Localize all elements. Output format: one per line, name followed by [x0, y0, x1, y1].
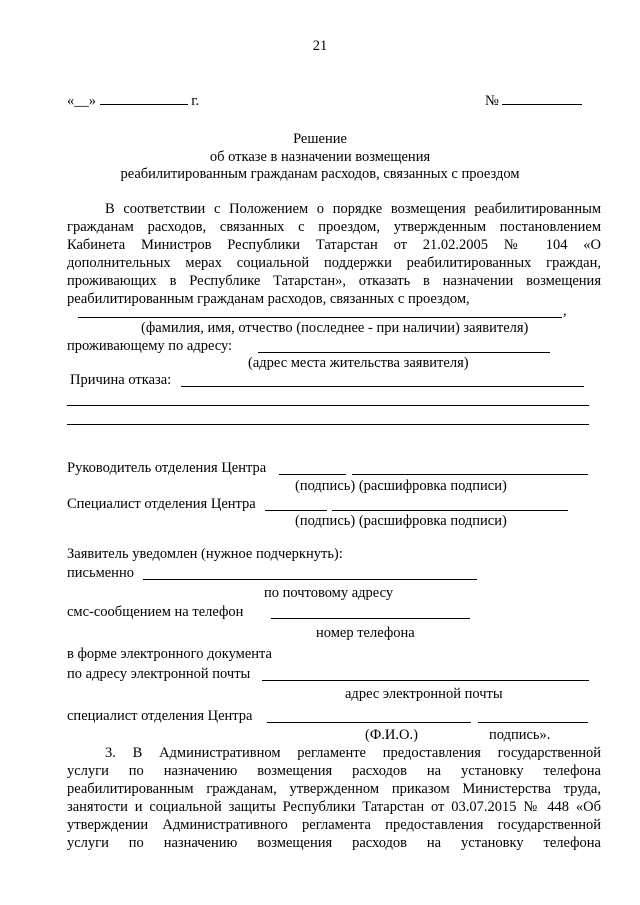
- phone-blank: [271, 618, 470, 619]
- intro-line-3: Кабинета Министров Республики Татарстан от 21.02.2005 № 104 «О: [67, 237, 601, 253]
- electronic-line-1: в форме электронного документа: [67, 646, 272, 662]
- email-caption: адрес электронной почты: [345, 686, 503, 702]
- date-year-suffix: г.: [191, 93, 200, 109]
- address-label: проживающему по адресу:: [67, 338, 233, 354]
- reason-label: Причина отказа:: [70, 372, 172, 388]
- specialist-signature-blank: [265, 510, 327, 511]
- intro-line-6: реабилитированным гражданам расходов, связанных с проездом,: [67, 291, 470, 307]
- address-caption: (адрес места жительства заявителя): [248, 355, 469, 371]
- notification-heading: Заявитель уведомлен (нужное подчеркнуть):: [67, 546, 343, 562]
- head-name-blank: [352, 474, 588, 475]
- reason-blank-1: [181, 386, 584, 387]
- title-line-1: Решение: [293, 131, 347, 147]
- point3-line-4: занятости и социальной защиты Республики Татарстан от 03.07.2015 № 448 «Об: [67, 799, 601, 815]
- point3-line-5: утверждении Административного регламента предоставления государственной: [67, 817, 601, 833]
- head-caption: (подпись) (расшифровка подписи): [295, 478, 507, 494]
- specialist-name-blank: [332, 510, 568, 511]
- head-label: Руководитель отделения Центра: [67, 460, 267, 476]
- reason-blank-2: [67, 405, 589, 406]
- fio-caption: (Ф.И.О.): [365, 727, 418, 743]
- applicant-caption: (фамилия, имя, отчество (последнее - при наличии) заявителя): [141, 320, 529, 336]
- intro-line-5: проживающих в Республике Татарстан», отказать в назначении возмещения: [67, 273, 601, 289]
- intro-line-4: дополнительных мерах социальной поддержки реабилитированных граждан,: [67, 255, 601, 271]
- notif-signature-blank: [478, 722, 588, 723]
- date-month-blank: [100, 91, 188, 105]
- fio-blank: [267, 722, 471, 723]
- email-blank: [262, 680, 589, 681]
- specialist-caption: (подпись) (расшифровка подписи): [295, 513, 507, 529]
- written-blank: [143, 579, 477, 580]
- applicant-name-blank: [78, 317, 562, 318]
- electronic-line-2: по адресу электронной почты: [67, 666, 251, 682]
- applicant-comma: ,: [563, 303, 567, 319]
- notif-signature-caption: подпись».: [489, 727, 551, 743]
- sms-label: смс-сообщением на телефон: [67, 604, 244, 620]
- date-day: «__»: [67, 93, 96, 109]
- point3-line-2: услуги по назначению возмещения расходов на установку телефона: [67, 763, 601, 779]
- number-field: [485, 91, 582, 111]
- title-line-2: об отказе в назначении возмещения: [209, 149, 431, 165]
- head-signature-blank: [279, 474, 346, 475]
- phone-caption: номер телефона: [316, 625, 415, 641]
- reason-blank-3: [67, 424, 589, 425]
- intro-line-1: В соответствии с Положением о порядке возмещения реабилитированным: [105, 201, 601, 217]
- intro-line-2: гражданам расходов, связанных с проездом, утвержденным постановлением: [67, 219, 601, 235]
- postal-caption: по почтовому адресу: [264, 585, 394, 601]
- point3-line-1: 3. В Административном регламенте предоставления государственной: [105, 745, 601, 761]
- title-line-3: реабилитированным гражданам расходов, связанных с проездом: [120, 166, 520, 182]
- point3-line-6: услуги по назначению возмещения расходов на установку телефона: [67, 835, 601, 851]
- address-blank: [258, 352, 550, 353]
- number-label: №: [485, 93, 499, 109]
- notif-specialist-label: специалист отделения Центра: [67, 708, 253, 724]
- specialist-label: Специалист отделения Центра: [67, 496, 256, 512]
- page-number: 21: [312, 38, 328, 54]
- date-field: [67, 91, 199, 111]
- number-blank: [502, 91, 582, 105]
- written-label: письменно: [67, 565, 134, 581]
- point3-line-3: реабилитированным гражданам, утвержденном приказом Министерства труда,: [67, 781, 601, 797]
